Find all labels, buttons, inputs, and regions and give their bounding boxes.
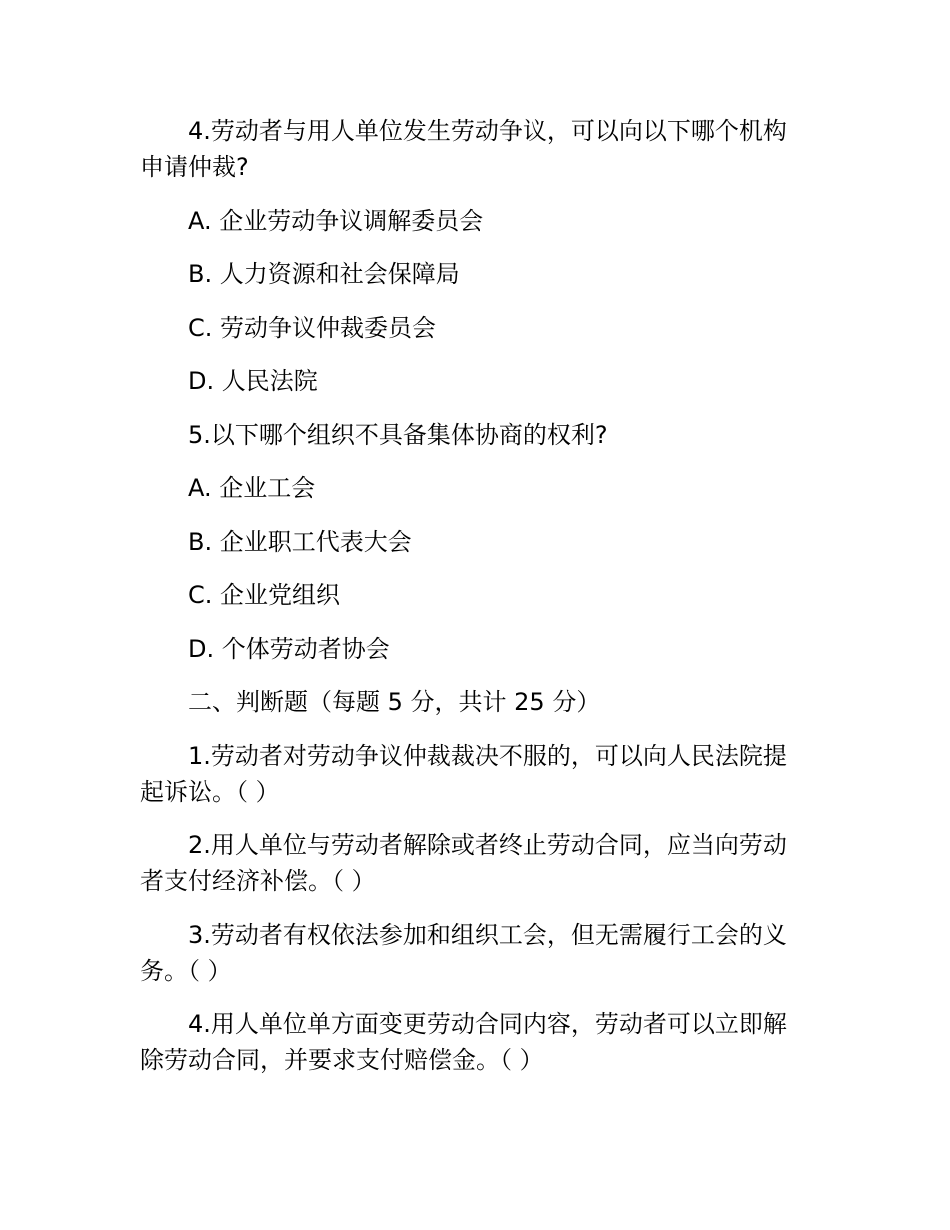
q4-option-a: A. 企业劳动争议调解委员会 — [188, 206, 484, 235]
q5-option-a: A. 企业工会 — [188, 474, 316, 502]
true-false-question-3: 3.劳动者有权依法参加和组织工会，但无需履行工会的义务。（ ） — [140, 920, 787, 985]
true-false-question-4: 4.用人单位单方面变更劳动合同内容，劳动者可以立即解除劳动合同，并要求支付赔偿金。（ ） — [140, 1010, 787, 1074]
true-false-question-2: 2.用人单位与劳动者解除或者终止劳动合同，应当向劳动者支付经济补偿。（ ） — [140, 831, 787, 895]
document-body — [140, 113, 805, 1096]
q5-option-d: D. 个体劳动者协会 — [188, 634, 390, 663]
q4-option-d: D. 人民法院 — [188, 367, 318, 395]
q5-option-b: B. 企业职工代表大会 — [188, 527, 412, 556]
q4-option-c: C. 劳动争议仲裁委员会 — [188, 313, 437, 342]
question-5: 5.以下哪个组织不具备集体协商的权利? — [188, 420, 608, 449]
q4-option-b: B. 人力资源和社会保障局 — [188, 260, 460, 288]
true-false-question-1: 1.劳动者对劳动争议仲裁裁决不服的，可以向人民法院提起诉讼。（ ） — [140, 741, 787, 806]
question-4: 4.劳动者与用人单位发生劳动争议，可以向以下哪个机构申请仲裁? — [140, 117, 787, 181]
q5-option-c: C. 企业党组织 — [188, 581, 341, 609]
section-heading-true-false: 二、判断题（每题 5 分，共计 25 分） — [188, 688, 601, 716]
